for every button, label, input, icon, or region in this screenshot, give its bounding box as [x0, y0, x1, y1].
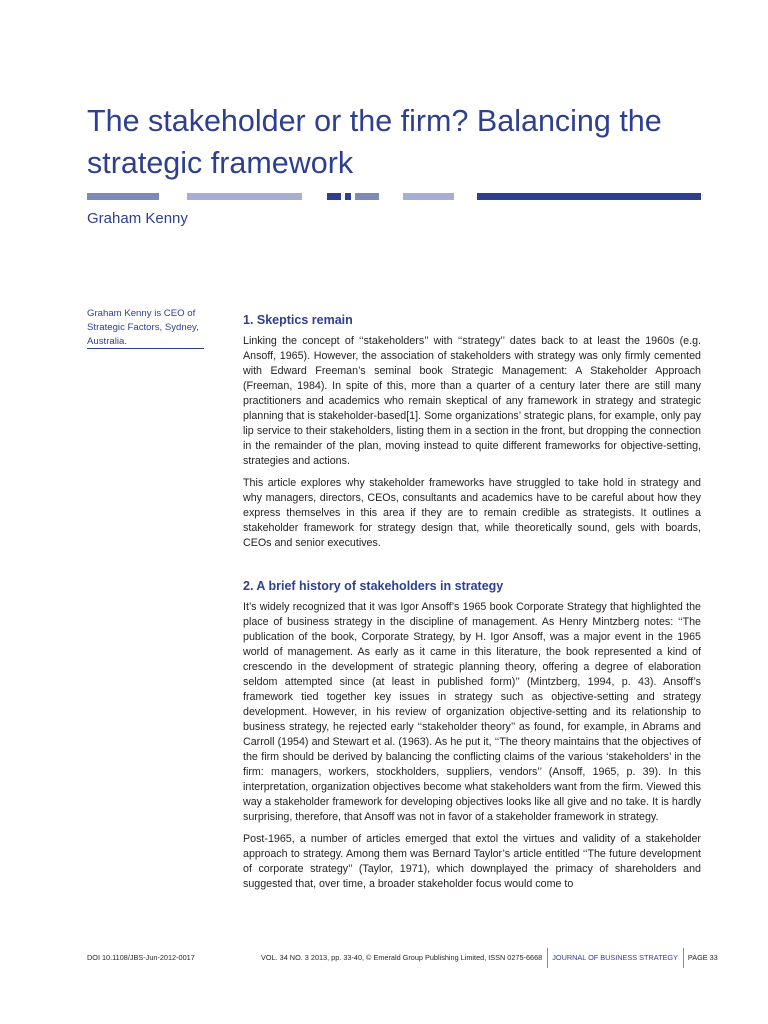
citation-text: VOL. 34 NO. 3 2013, pp. 33-40, © Emerald Group Publishing Limited, ISSN 0275-6668: [261, 953, 543, 962]
doi-text: DOI 10.1108/JBS-Jun-2012-0017: [87, 953, 195, 962]
page-number: PAGE 33: [687, 953, 718, 962]
rule-segment: [345, 193, 351, 200]
footer-divider: [547, 948, 548, 968]
section-1: [243, 313, 701, 551]
author-bio-rule: [87, 348, 204, 349]
rule-segment: [187, 193, 302, 200]
rule-segment: [327, 193, 341, 200]
author-bio-note: Graham Kenny is CEO of Strategic Factors, Sydney, Australia.: [87, 308, 199, 347]
article-title: The stakeholder or the firm? Balancing the strategic framework: [87, 104, 662, 180]
footer-doi: [87, 948, 195, 968]
section-heading: 1. Skeptics remain: [243, 313, 353, 327]
body-paragraph: Post-1965, a number of articles emerged that extol the virtues and validity of a stakeholder approach to strategy. Among them was Bernard Taylor’s article entitled ‘‘The future development of corporate strategy’’ (Taylor, 1971), which downplayed the primacy of shareholders and suggested that, over time, a broader stakeholder focus would come to: [243, 833, 701, 890]
rule-segment: [87, 193, 159, 200]
journal-name: JOURNAL OF BUSINESS STRATEGY: [552, 953, 678, 962]
title-decorative-rule: [87, 193, 701, 200]
rule-segment: [477, 193, 701, 200]
rule-segment: [403, 193, 454, 200]
section-heading: 2. A brief history of stakeholders in strategy: [243, 579, 504, 593]
body-paragraph: Linking the concept of ‘‘stakeholders’’ with ‘‘strategy’’ dates back to at least the 1960s (e.g. Ansoff, 1965). However, the association of stakeholders with strategy was only firmly cemented with Edward Freeman’s seminal book Strategic Management: A Stakeholder Approach (Freeman, 1984). In spite of this, more than a quarter of a century later there are still many practitioners and academics who remain skeptical of any framework in strategy and strategic planning that is stakeholder-based[1]. Some organizations’ strategic plans, for example, only pay lip service to their stakeholders, listing them in a section in the front, but dropping the connection in the remainder of the plan, moving instead to quite different frameworks for objective-setting, strategies and actions.: [243, 335, 701, 467]
footer-citation: [261, 948, 718, 968]
body-paragraph: This article explores why stakeholder frameworks have struggled to take hold in strategy and why managers, directors, CEOs, consultants and academics have to be careful about how they express themselves in this area if they are to remain credible as strategists. It outlines a stakeholder framework for strategy design that, while theoretically sound, gels with boards, CEOs and senior executives.: [243, 477, 701, 549]
section-2: [243, 579, 701, 892]
rule-segment: [355, 193, 379, 200]
footer-divider: [683, 948, 684, 968]
body-paragraph: It’s widely recognized that it was Igor Ansoff’s 1965 book Corporate Strategy that highlighted the place of business strategy in the discipline of management. As Henry Mintzberg notes: ‘‘The publication of the book, Corporate Strategy, by H. Igor Ansoff, was a major event in the 1965 world of management. As early as it came in this literature, the book represented a kind of crescendo in the development of strategic planning theory, offering a degree of elaboration seldom attempted since (at least in published form)’’ (Mintzberg, 1994, p. 43). Ansoff’s framework tied together key issues in strategy such as objective-setting and strategy development. However, in his review of organization objective-setting and its relationship to business strategy, he rejected early ‘‘stakeholder theory’’ as found, for example, in Abrams and Carroll (1954) and Stewart et al. (1963). As he put it, ‘‘The theory maintains that the objectives of the firm should be derived by balancing the conflicting claims of the various ‘stakeholders’ in the firm: managers, workers, stockholders, suppliers, vendors’’ (Ansoff, 1965, p. 39). In this interpretation, organization objectives become what stakeholders want from the firm. Viewed this way a stakeholder framework for developing objectives looks like all give and no take. It is hardly surprising, therefore, that Ansoff was not in favor of a stakeholder framework in strategy.: [243, 601, 701, 823]
author-name: Graham Kenny: [87, 210, 188, 227]
